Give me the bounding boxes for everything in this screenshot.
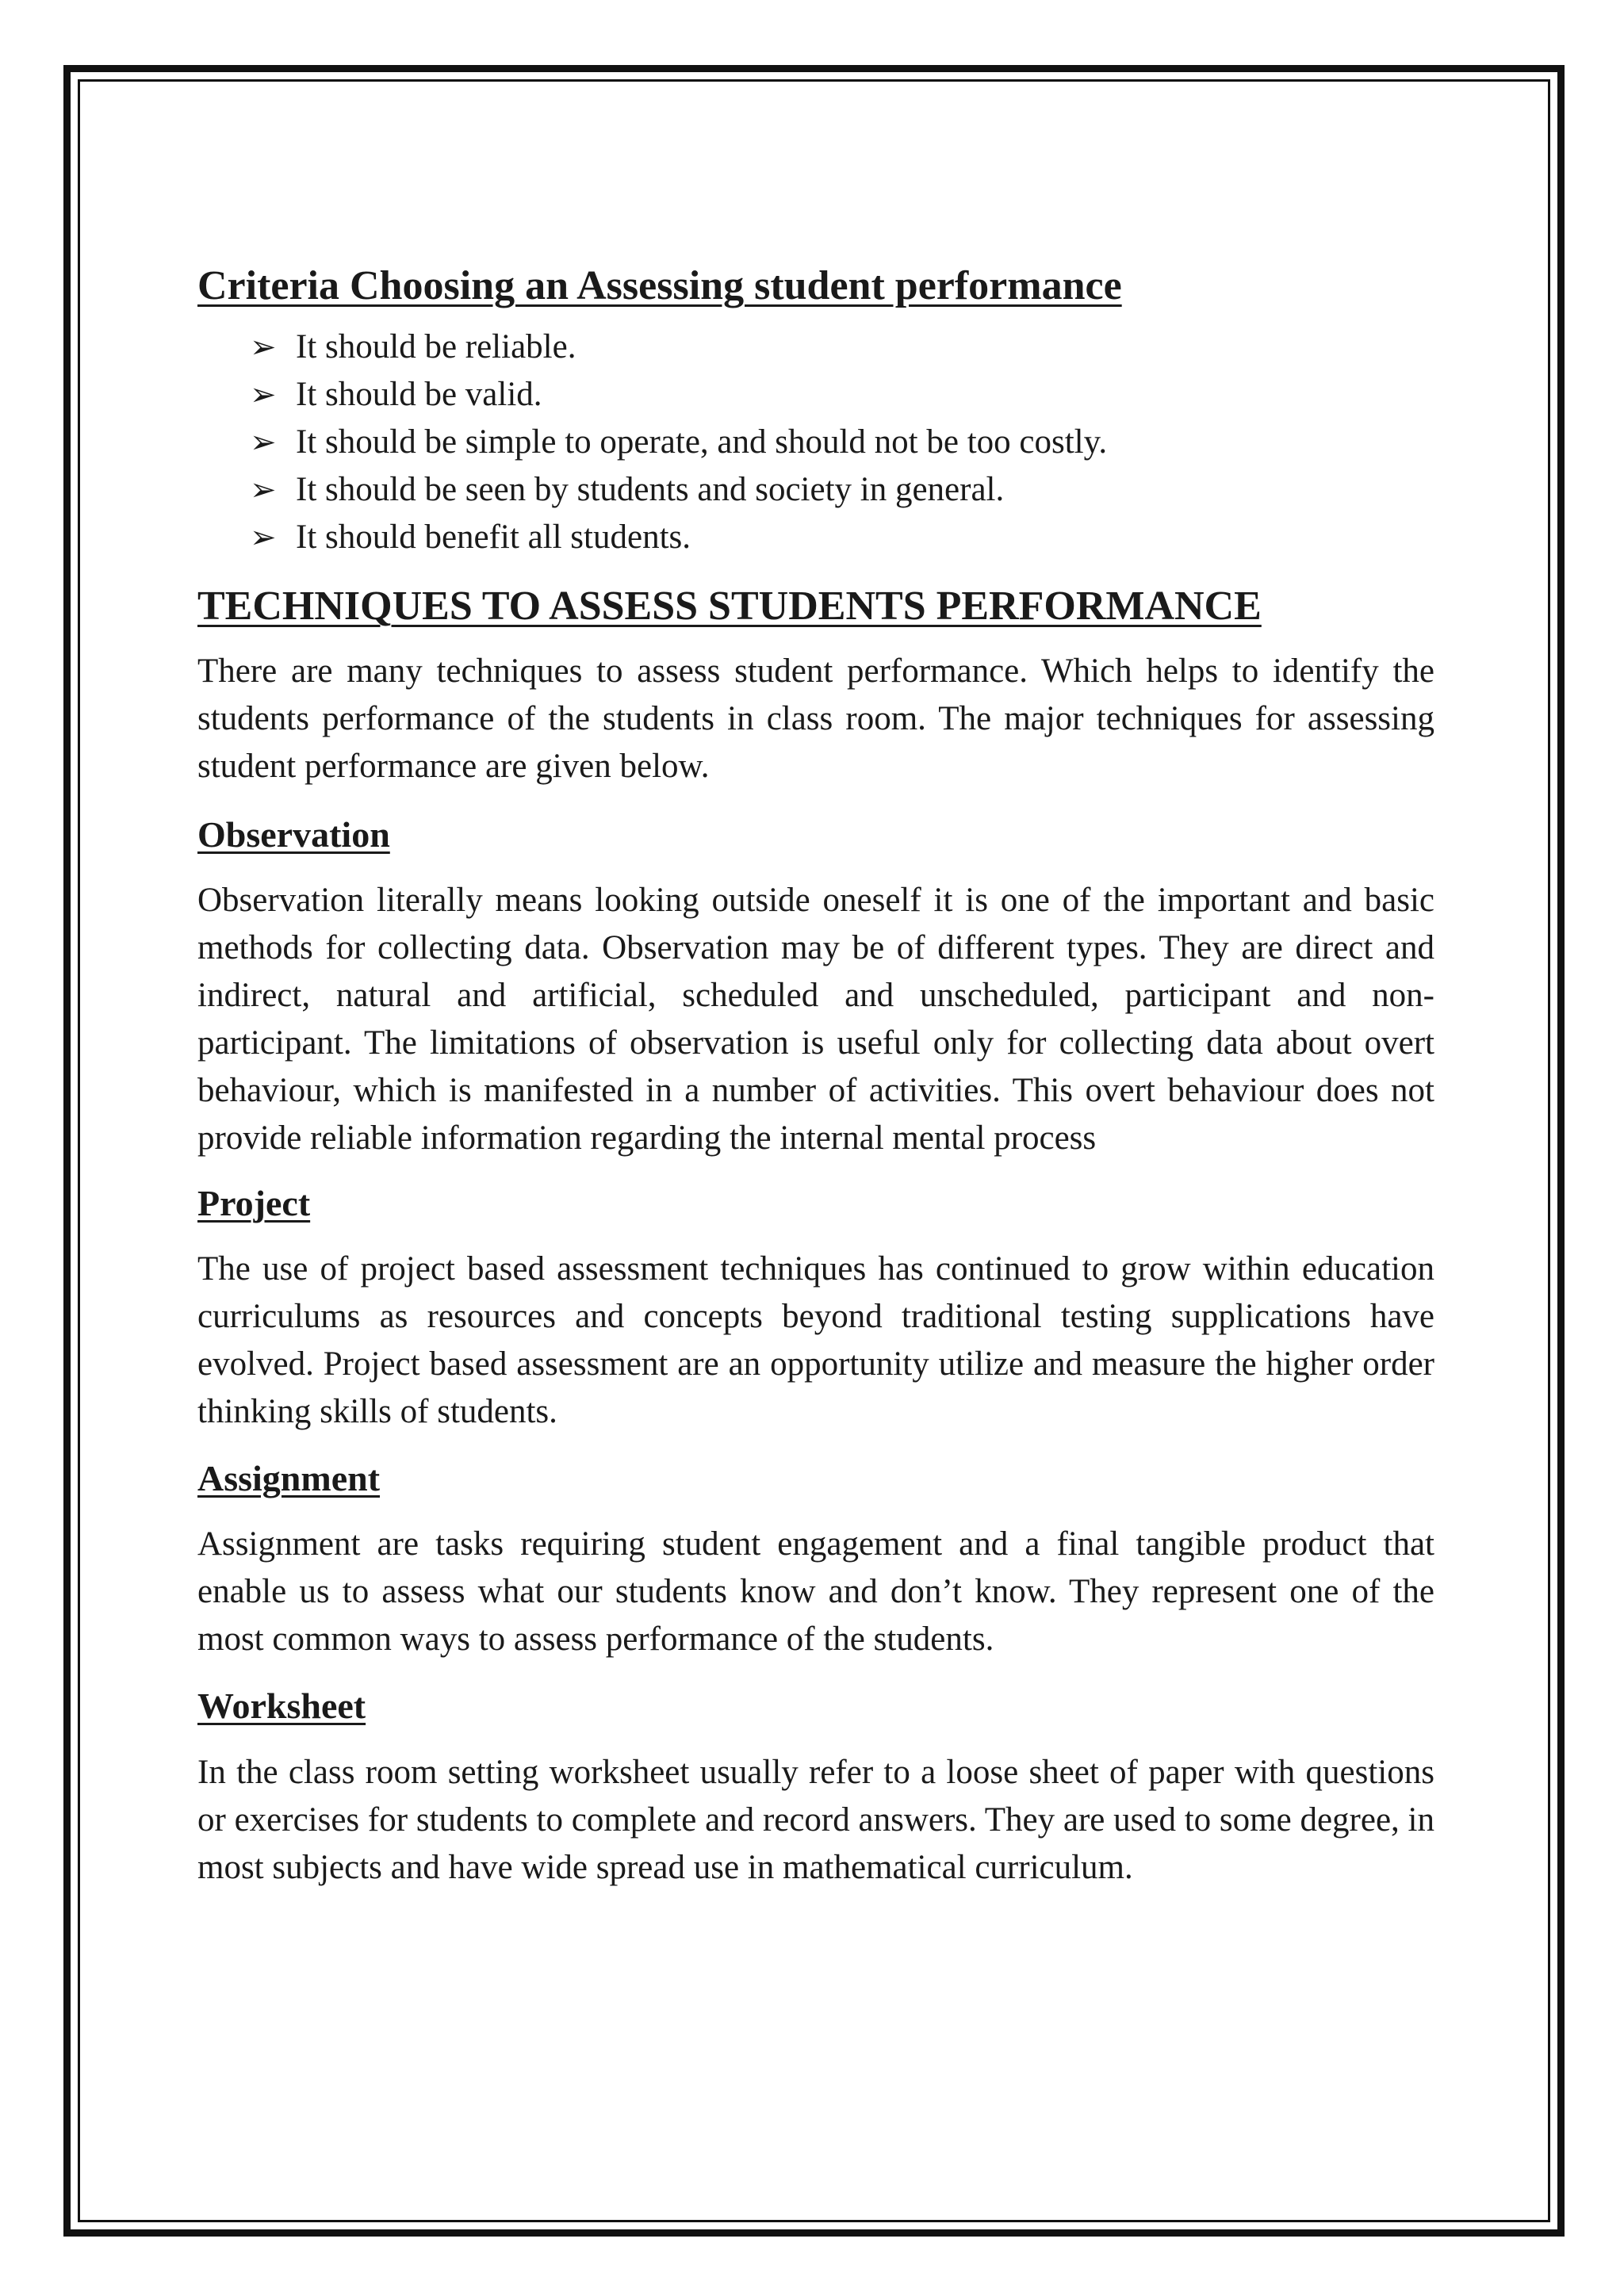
list-item (250, 371, 1434, 419)
assignment-heading: Assignment (197, 1458, 381, 1499)
list-item (250, 323, 1434, 371)
list-item-text: It should be seen by students and society in general. (296, 471, 1005, 509)
observation-text: Observation literally means looking outside oneself it is one of the important and basic methods for collecting data. Observation may be of different types. They are direct and indirect, natural and artificial, scheduled and unscheduled, participant and non- participant. The limitations of observation is useful only for collecting data about overt behaviour, which is manifested in a number of activities. This overt behaviour does not provide reliable information regarding the internal mental process (197, 881, 1434, 1157)
document-content (197, 262, 1434, 1892)
arrow-bullet-icon: ➢ (250, 424, 277, 461)
project-heading: Project (197, 1182, 311, 1223)
list-item (250, 466, 1434, 514)
techniques-title: TECHNIQUES TO ASSESS STUDENTS PERFORMANCE (197, 584, 1262, 629)
list-item-text: It should be valid. (296, 376, 542, 414)
project-text: The use of project based assessment techniques has continued to grow within education curriculums as resources and concepts beyond traditional testing supplications have evolved. Project based assessment are an opportunity utilize and measure the higher order thinking skills of students. (197, 1250, 1434, 1431)
list-item-text: It should be simple to operate, and should not be too costly. (296, 423, 1108, 461)
assignment-text: Assignment are tasks requiring student engagement and a final tangible product that enable us to assess what our students know and don’t know. They represent one of the most common ways to assess performance of the students. (197, 1525, 1434, 1659)
list-item (250, 514, 1434, 561)
arrow-bullet-icon: ➢ (250, 377, 277, 414)
techniques-intro: There are many techniques to assess student performance. Which helps to identify the students performance of the students in class room. The major techniques for assessing student performance are given below. (197, 652, 1434, 785)
criteria-title: Criteria Choosing an Assessing student performance (197, 263, 1122, 308)
list-item-text: It should be reliable. (296, 328, 576, 366)
arrow-bullet-icon: ➢ (250, 329, 277, 366)
worksheet-text: In the class room setting worksheet usually refer to a loose sheet of paper with questions or exercises for students to complete and record answers. They are used to some degree, in most subjects and have wide spread use in mathematical curriculum. (197, 1753, 1434, 1886)
worksheet-heading: Worksheet (197, 1686, 366, 1727)
observation-heading: Observation (197, 813, 390, 855)
criteria-list (197, 323, 1434, 561)
list-item (250, 419, 1434, 466)
arrow-bullet-icon: ➢ (250, 472, 277, 509)
arrow-bullet-icon: ➢ (250, 519, 277, 557)
list-item-text: It should benefit all students. (296, 519, 691, 557)
